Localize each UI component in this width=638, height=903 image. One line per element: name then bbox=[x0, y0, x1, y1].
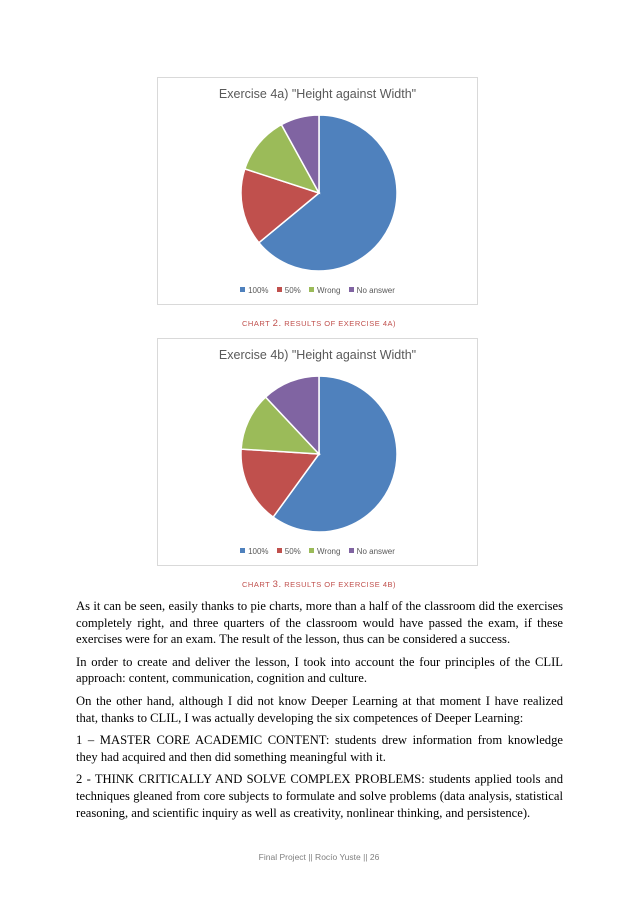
caption-text: RESULTS OF EXERCISE bbox=[284, 319, 381, 328]
legend-label: No answer bbox=[356, 286, 395, 295]
caption-text: RESULTS OF EXERCISE bbox=[284, 580, 381, 589]
body-text bbox=[76, 598, 563, 827]
chart-title: Exercise 4b) "Height against Width" bbox=[218, 348, 417, 362]
legend-label: Wrong bbox=[317, 547, 341, 556]
legend-swatch bbox=[240, 287, 245, 292]
legend-label: 50% bbox=[284, 547, 301, 556]
paragraph: On the other hand, although I did not know Deeper Learning at that moment I have realized that, thanks to CLIL, I was actually developing the six competences of Deeper Learning: bbox=[76, 693, 563, 725]
legend-swatch bbox=[277, 548, 282, 553]
caption-number: 2 bbox=[272, 318, 279, 329]
legend-swatch bbox=[349, 548, 354, 553]
legend-swatch bbox=[309, 287, 314, 292]
chart-caption: CHART 2. RESULTS OF EXERCISE 4A) bbox=[242, 318, 396, 329]
legend-item bbox=[309, 286, 340, 295]
chart-legend bbox=[158, 286, 477, 295]
paragraph: 2 - THINK CRITICALLY AND SOLVE COMPLEX PROBLEMS: students applied tools and techniques gleaned from core subjects to formulate and solve problems (data analysis, statistical reasoning, and scientific inquiry as well as creativity, nonlinear thinking, and persistence). bbox=[76, 772, 563, 820]
legend-label: 50% bbox=[284, 286, 301, 295]
legend-item bbox=[240, 286, 268, 295]
caption-prefix: CHART bbox=[242, 319, 271, 328]
page-footer: Final Project || Rocío Yuste || 26 bbox=[258, 852, 380, 862]
legend-item bbox=[349, 547, 395, 556]
legend-item bbox=[349, 286, 395, 295]
legend-label: 100% bbox=[248, 286, 269, 295]
caption-number: 3 bbox=[272, 579, 279, 590]
paragraph: As it can be seen, easily thanks to pie charts, more than a half of the classroom did the exercises completely right, and three quarters of the classroom would have passed the exam, if these exercises were for an exam. The result of the lesson, thus can be considered a success. bbox=[76, 599, 563, 647]
pie-chart-4a bbox=[157, 77, 478, 305]
legend-item bbox=[240, 547, 268, 556]
chart-legend bbox=[158, 547, 477, 556]
paragraph: 1 – MASTER CORE ACADEMIC CONTENT: students drew information from knowledge they had acquired and then did something meaningful with it. bbox=[76, 733, 563, 764]
caption-prefix: CHART bbox=[242, 580, 271, 589]
pie-chart-4b-svg bbox=[158, 339, 479, 567]
legend-label: 100% bbox=[248, 547, 269, 556]
chart-caption: CHART 3. RESULTS OF EXERCISE 4B) bbox=[242, 579, 396, 590]
legend-swatch bbox=[277, 287, 282, 292]
legend-swatch bbox=[309, 548, 314, 553]
legend-label: No answer bbox=[356, 547, 395, 556]
legend-item bbox=[309, 547, 340, 556]
caption-ref: 4B) bbox=[382, 580, 396, 589]
legend-swatch bbox=[349, 287, 354, 292]
legend-item bbox=[277, 286, 301, 295]
legend-item bbox=[277, 547, 301, 556]
caption-ref: 4A) bbox=[382, 319, 396, 328]
chart-title: Exercise 4a) "Height against Width" bbox=[218, 87, 417, 101]
legend-label: Wrong bbox=[317, 286, 341, 295]
pie-chart-4b bbox=[157, 338, 478, 566]
paragraph: In order to create and deliver the lesson, I took into account the four principles of the CLIL approach: content, communication, cognition and culture. bbox=[76, 654, 563, 686]
legend-swatch bbox=[240, 548, 245, 553]
pie-chart-4a-svg bbox=[158, 78, 479, 306]
